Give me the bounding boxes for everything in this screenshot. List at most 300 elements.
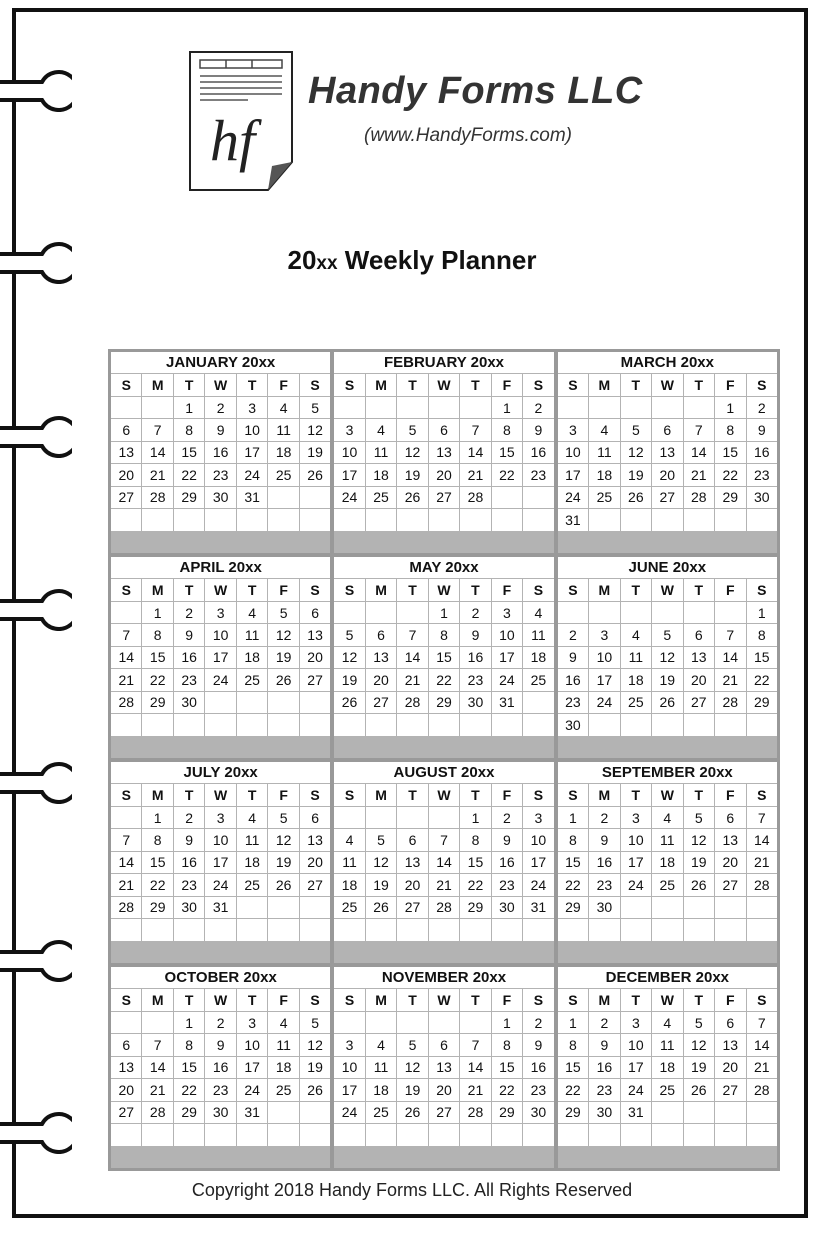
month-name: JANUARY 20xx bbox=[111, 352, 330, 373]
day-cell: 2 bbox=[747, 397, 777, 418]
day-cell: 28 bbox=[397, 692, 427, 713]
empty-day-cell bbox=[589, 509, 619, 530]
day-cell: 1 bbox=[492, 1012, 522, 1033]
day-cell: 3 bbox=[523, 807, 553, 828]
day-cell: 10 bbox=[558, 442, 588, 463]
day-cell: 24 bbox=[523, 874, 553, 895]
day-cell: 18 bbox=[652, 852, 682, 873]
day-cell: 12 bbox=[621, 442, 651, 463]
day-cell: 11 bbox=[652, 829, 682, 850]
day-cell: 2 bbox=[460, 602, 490, 623]
day-cell: 2 bbox=[589, 807, 619, 828]
page-title bbox=[0, 245, 824, 276]
day-cell: 13 bbox=[111, 442, 141, 463]
empty-day-cell bbox=[268, 919, 298, 940]
day-cell: 21 bbox=[142, 1079, 172, 1100]
empty-day-cell bbox=[174, 919, 204, 940]
day-cell: 29 bbox=[429, 692, 459, 713]
day-cell: 18 bbox=[652, 1057, 682, 1078]
day-cell: 25 bbox=[589, 487, 619, 508]
empty-day-cell bbox=[111, 509, 141, 530]
weekday-header: W bbox=[652, 989, 682, 1010]
day-cell: 18 bbox=[268, 1057, 298, 1078]
weekday-header: T bbox=[684, 579, 714, 600]
weekday-header: S bbox=[523, 374, 553, 395]
empty-day-cell bbox=[715, 714, 745, 735]
empty-day-cell bbox=[558, 1124, 588, 1145]
day-cell: 6 bbox=[429, 1034, 459, 1055]
day-cell: 15 bbox=[747, 647, 777, 668]
binder-ring-icon bbox=[0, 760, 72, 804]
day-cell: 13 bbox=[397, 852, 427, 873]
weekday-header: W bbox=[652, 784, 682, 805]
day-cell: 18 bbox=[589, 464, 619, 485]
weekday-header: T bbox=[397, 579, 427, 600]
weekday-header: S bbox=[558, 579, 588, 600]
empty-day-cell bbox=[300, 692, 330, 713]
day-cell: 3 bbox=[492, 602, 522, 623]
binder-ring-icon bbox=[0, 1110, 72, 1154]
day-cell: 13 bbox=[111, 1057, 141, 1078]
day-cell: 14 bbox=[111, 852, 141, 873]
month-calendar bbox=[558, 967, 777, 1168]
empty-day-cell bbox=[523, 509, 553, 530]
weekday-header: S bbox=[523, 989, 553, 1010]
day-cell: 3 bbox=[558, 419, 588, 440]
day-cell: 29 bbox=[747, 692, 777, 713]
empty-day-cell bbox=[237, 897, 267, 918]
day-cell: 2 bbox=[174, 807, 204, 828]
day-cell: 10 bbox=[589, 647, 619, 668]
day-cell: 17 bbox=[237, 442, 267, 463]
company-website: (www.HandyForms.com) bbox=[364, 125, 572, 146]
weekday-header: S bbox=[747, 784, 777, 805]
day-cell: 15 bbox=[174, 1057, 204, 1078]
day-cell: 17 bbox=[334, 464, 364, 485]
empty-day-cell bbox=[621, 602, 651, 623]
day-cell: 10 bbox=[237, 1034, 267, 1055]
day-cell: 1 bbox=[715, 397, 745, 418]
empty-day-cell bbox=[652, 897, 682, 918]
empty-day-cell bbox=[300, 714, 330, 735]
weekday-header: W bbox=[205, 784, 235, 805]
day-cell: 27 bbox=[397, 897, 427, 918]
day-cell: 22 bbox=[142, 874, 172, 895]
empty-day-cell bbox=[205, 714, 235, 735]
day-cell: 12 bbox=[300, 419, 330, 440]
day-cell: 2 bbox=[174, 602, 204, 623]
day-cell: 24 bbox=[558, 487, 588, 508]
empty-day-cell bbox=[652, 714, 682, 735]
weekday-header: S bbox=[558, 374, 588, 395]
day-cell: 4 bbox=[589, 419, 619, 440]
empty-day-cell bbox=[366, 714, 396, 735]
day-cell: 16 bbox=[589, 852, 619, 873]
empty-day-cell bbox=[558, 602, 588, 623]
day-cell: 24 bbox=[237, 1079, 267, 1100]
day-cell: 27 bbox=[111, 1102, 141, 1123]
day-cell: 19 bbox=[652, 669, 682, 690]
day-cell: 20 bbox=[300, 852, 330, 873]
empty-day-cell bbox=[715, 1102, 745, 1123]
day-cell: 27 bbox=[429, 487, 459, 508]
weekday-header: T bbox=[460, 579, 490, 600]
day-cell: 8 bbox=[174, 1034, 204, 1055]
day-cell: 29 bbox=[492, 1102, 522, 1123]
empty-day-cell bbox=[429, 1012, 459, 1033]
weekday-header: F bbox=[715, 784, 745, 805]
day-cell: 20 bbox=[429, 1079, 459, 1100]
weekday-header: T bbox=[621, 374, 651, 395]
day-cell: 8 bbox=[558, 1034, 588, 1055]
empty-day-cell bbox=[652, 397, 682, 418]
day-cell: 4 bbox=[237, 602, 267, 623]
weekday-header: S bbox=[747, 579, 777, 600]
weekday-header: S bbox=[111, 579, 141, 600]
day-cell: 13 bbox=[715, 1034, 745, 1055]
day-cell: 13 bbox=[684, 647, 714, 668]
day-cell: 19 bbox=[268, 852, 298, 873]
empty-day-cell bbox=[621, 509, 651, 530]
weekday-header: T bbox=[621, 579, 651, 600]
day-cell: 7 bbox=[429, 829, 459, 850]
month-calendar bbox=[558, 352, 777, 553]
day-cell: 16 bbox=[492, 852, 522, 873]
day-cell: 28 bbox=[111, 692, 141, 713]
day-cell: 3 bbox=[621, 807, 651, 828]
day-cell: 28 bbox=[460, 1102, 490, 1123]
weekday-header: M bbox=[142, 374, 172, 395]
empty-day-cell bbox=[429, 919, 459, 940]
empty-day-cell bbox=[142, 714, 172, 735]
empty-day-cell bbox=[523, 919, 553, 940]
day-cell: 15 bbox=[492, 1057, 522, 1078]
weekday-header: M bbox=[589, 579, 619, 600]
day-cell: 2 bbox=[492, 807, 522, 828]
handy-forms-logo bbox=[188, 50, 296, 192]
day-cell: 12 bbox=[397, 1057, 427, 1078]
empty-day-cell bbox=[334, 602, 364, 623]
day-cell: 12 bbox=[684, 829, 714, 850]
day-cell: 11 bbox=[237, 829, 267, 850]
day-cell: 19 bbox=[300, 442, 330, 463]
weekday-header: S bbox=[300, 374, 330, 395]
day-cell: 23 bbox=[174, 669, 204, 690]
day-cell: 27 bbox=[684, 692, 714, 713]
day-cell: 21 bbox=[111, 874, 141, 895]
day-cell: 29 bbox=[174, 1102, 204, 1123]
day-cell: 6 bbox=[300, 602, 330, 623]
day-cell: 20 bbox=[429, 464, 459, 485]
day-cell: 1 bbox=[429, 602, 459, 623]
day-cell: 28 bbox=[684, 487, 714, 508]
empty-day-cell bbox=[684, 714, 714, 735]
month-calendar bbox=[334, 352, 553, 553]
weekday-header: S bbox=[111, 989, 141, 1010]
day-cell: 23 bbox=[205, 464, 235, 485]
day-cell: 7 bbox=[747, 1012, 777, 1033]
day-cell: 17 bbox=[334, 1079, 364, 1100]
month-name: NOVEMBER 20xx bbox=[334, 967, 553, 988]
day-cell: 16 bbox=[589, 1057, 619, 1078]
weekday-header: T bbox=[237, 989, 267, 1010]
empty-day-cell bbox=[747, 509, 777, 530]
title-year: 20 bbox=[287, 245, 317, 275]
day-cell: 30 bbox=[589, 1102, 619, 1123]
day-cell: 9 bbox=[558, 647, 588, 668]
day-cell: 10 bbox=[205, 829, 235, 850]
day-cell: 26 bbox=[397, 1102, 427, 1123]
weekday-header: T bbox=[621, 989, 651, 1010]
month-name: AUGUST 20xx bbox=[334, 762, 553, 783]
day-cell: 27 bbox=[111, 487, 141, 508]
day-cell: 5 bbox=[397, 1034, 427, 1055]
empty-day-cell bbox=[268, 1102, 298, 1123]
day-cell: 9 bbox=[747, 419, 777, 440]
month-calendar bbox=[111, 352, 330, 553]
day-cell: 20 bbox=[715, 852, 745, 873]
empty-day-cell bbox=[205, 692, 235, 713]
day-cell: 13 bbox=[429, 442, 459, 463]
year-calendar-grid bbox=[108, 349, 780, 1171]
day-cell: 21 bbox=[460, 1079, 490, 1100]
day-cell: 3 bbox=[334, 419, 364, 440]
empty-day-cell bbox=[268, 1124, 298, 1145]
day-cell: 12 bbox=[684, 1034, 714, 1055]
day-cell: 13 bbox=[300, 829, 330, 850]
day-cell: 13 bbox=[366, 647, 396, 668]
weekday-header: F bbox=[268, 579, 298, 600]
day-cell: 6 bbox=[397, 829, 427, 850]
day-cell: 15 bbox=[492, 442, 522, 463]
day-cell: 28 bbox=[429, 897, 459, 918]
day-cell: 12 bbox=[268, 624, 298, 645]
day-cell: 11 bbox=[366, 1057, 396, 1078]
day-cell: 28 bbox=[747, 1079, 777, 1100]
day-cell: 19 bbox=[684, 1057, 714, 1078]
day-cell: 26 bbox=[621, 487, 651, 508]
day-cell: 1 bbox=[558, 807, 588, 828]
empty-day-cell bbox=[300, 487, 330, 508]
day-cell: 11 bbox=[652, 1034, 682, 1055]
empty-day-cell bbox=[300, 1124, 330, 1145]
day-cell: 30 bbox=[747, 487, 777, 508]
day-cell: 2 bbox=[205, 397, 235, 418]
empty-day-cell bbox=[397, 714, 427, 735]
day-cell: 15 bbox=[142, 852, 172, 873]
day-cell: 11 bbox=[334, 852, 364, 873]
day-cell: 21 bbox=[111, 669, 141, 690]
day-cell: 27 bbox=[300, 669, 330, 690]
empty-day-cell bbox=[334, 807, 364, 828]
empty-day-cell bbox=[589, 602, 619, 623]
day-cell: 8 bbox=[747, 624, 777, 645]
svg-text:hf: hf bbox=[210, 108, 256, 173]
day-cell: 6 bbox=[300, 807, 330, 828]
weekday-header: F bbox=[492, 579, 522, 600]
day-cell: 14 bbox=[397, 647, 427, 668]
day-cell: 14 bbox=[142, 1057, 172, 1078]
weekday-header: M bbox=[366, 989, 396, 1010]
day-cell: 27 bbox=[366, 692, 396, 713]
day-cell: 27 bbox=[429, 1102, 459, 1123]
weekday-header: T bbox=[460, 784, 490, 805]
day-cell: 4 bbox=[366, 1034, 396, 1055]
day-cell: 22 bbox=[715, 464, 745, 485]
day-cell: 25 bbox=[268, 464, 298, 485]
day-cell: 17 bbox=[621, 852, 651, 873]
day-cell: 17 bbox=[589, 669, 619, 690]
day-cell: 14 bbox=[111, 647, 141, 668]
day-cell: 21 bbox=[429, 874, 459, 895]
day-cell: 27 bbox=[652, 487, 682, 508]
month-name: MAY 20xx bbox=[334, 557, 553, 578]
day-cell: 18 bbox=[268, 442, 298, 463]
weekday-header: F bbox=[715, 374, 745, 395]
weekday-header: T bbox=[237, 374, 267, 395]
day-cell: 19 bbox=[300, 1057, 330, 1078]
month-calendar bbox=[558, 557, 777, 758]
day-cell: 11 bbox=[621, 647, 651, 668]
empty-day-cell bbox=[334, 1012, 364, 1033]
empty-day-cell bbox=[558, 397, 588, 418]
day-cell: 4 bbox=[237, 807, 267, 828]
day-cell: 24 bbox=[334, 1102, 364, 1123]
day-cell: 16 bbox=[523, 442, 553, 463]
day-cell: 25 bbox=[366, 487, 396, 508]
day-cell: 6 bbox=[652, 419, 682, 440]
day-cell: 23 bbox=[523, 464, 553, 485]
month-calendar bbox=[111, 967, 330, 1168]
weekday-header: T bbox=[397, 784, 427, 805]
day-cell: 3 bbox=[205, 807, 235, 828]
day-cell: 22 bbox=[747, 669, 777, 690]
empty-day-cell bbox=[111, 714, 141, 735]
empty-day-cell bbox=[715, 602, 745, 623]
empty-day-cell bbox=[715, 897, 745, 918]
day-cell: 1 bbox=[142, 807, 172, 828]
day-cell: 11 bbox=[523, 624, 553, 645]
day-cell: 29 bbox=[142, 897, 172, 918]
day-cell: 22 bbox=[174, 1079, 204, 1100]
empty-day-cell bbox=[523, 692, 553, 713]
day-cell: 1 bbox=[747, 602, 777, 623]
day-cell: 1 bbox=[558, 1012, 588, 1033]
day-cell: 17 bbox=[523, 852, 553, 873]
empty-day-cell bbox=[205, 509, 235, 530]
day-cell: 22 bbox=[429, 669, 459, 690]
day-cell: 15 bbox=[715, 442, 745, 463]
day-cell: 12 bbox=[366, 852, 396, 873]
weekday-header: M bbox=[366, 784, 396, 805]
empty-day-cell bbox=[460, 714, 490, 735]
empty-day-cell bbox=[589, 1124, 619, 1145]
empty-day-cell bbox=[715, 1124, 745, 1145]
empty-day-cell bbox=[492, 1124, 522, 1145]
day-cell: 6 bbox=[111, 419, 141, 440]
binder-ring-icon bbox=[0, 587, 72, 631]
weekday-header: T bbox=[460, 989, 490, 1010]
day-cell: 8 bbox=[492, 419, 522, 440]
day-cell: 30 bbox=[589, 897, 619, 918]
weekday-header: M bbox=[142, 784, 172, 805]
day-cell: 18 bbox=[366, 1079, 396, 1100]
empty-day-cell bbox=[366, 807, 396, 828]
empty-day-cell bbox=[205, 919, 235, 940]
empty-day-cell bbox=[300, 897, 330, 918]
day-cell: 10 bbox=[334, 442, 364, 463]
day-cell: 24 bbox=[205, 669, 235, 690]
day-cell: 28 bbox=[747, 874, 777, 895]
day-cell: 20 bbox=[684, 669, 714, 690]
day-cell: 5 bbox=[268, 602, 298, 623]
day-cell: 25 bbox=[523, 669, 553, 690]
weekday-header: M bbox=[589, 374, 619, 395]
weekday-header: T bbox=[237, 784, 267, 805]
empty-day-cell bbox=[237, 919, 267, 940]
day-cell: 25 bbox=[237, 669, 267, 690]
day-cell: 31 bbox=[237, 1102, 267, 1123]
day-cell: 3 bbox=[621, 1012, 651, 1033]
day-cell: 23 bbox=[174, 874, 204, 895]
empty-day-cell bbox=[429, 807, 459, 828]
weekday-header: F bbox=[268, 374, 298, 395]
weekday-header: T bbox=[174, 989, 204, 1010]
day-cell: 6 bbox=[111, 1034, 141, 1055]
day-cell: 22 bbox=[492, 464, 522, 485]
weekday-header: S bbox=[558, 784, 588, 805]
day-cell: 24 bbox=[237, 464, 267, 485]
day-cell: 4 bbox=[652, 1012, 682, 1033]
day-cell: 20 bbox=[111, 1079, 141, 1100]
weekday-header: S bbox=[300, 579, 330, 600]
day-cell: 26 bbox=[366, 897, 396, 918]
weekday-header: S bbox=[334, 374, 364, 395]
weekday-header: W bbox=[429, 784, 459, 805]
empty-day-cell bbox=[142, 1124, 172, 1145]
weekday-header: T bbox=[174, 784, 204, 805]
day-cell: 9 bbox=[174, 829, 204, 850]
weekday-header: S bbox=[300, 784, 330, 805]
weekday-header: T bbox=[460, 374, 490, 395]
day-cell: 5 bbox=[366, 829, 396, 850]
empty-day-cell bbox=[111, 602, 141, 623]
month-calendar bbox=[111, 762, 330, 963]
empty-day-cell bbox=[652, 1102, 682, 1123]
empty-day-cell bbox=[111, 1012, 141, 1033]
day-cell: 19 bbox=[621, 464, 651, 485]
day-cell: 16 bbox=[523, 1057, 553, 1078]
empty-day-cell bbox=[300, 919, 330, 940]
day-cell: 10 bbox=[205, 624, 235, 645]
day-cell: 7 bbox=[460, 1034, 490, 1055]
day-cell: 22 bbox=[558, 1079, 588, 1100]
weekday-header: F bbox=[715, 989, 745, 1010]
day-cell: 14 bbox=[684, 442, 714, 463]
day-cell: 23 bbox=[492, 874, 522, 895]
empty-day-cell bbox=[684, 1124, 714, 1145]
day-cell: 28 bbox=[142, 1102, 172, 1123]
day-cell: 26 bbox=[684, 1079, 714, 1100]
day-cell: 7 bbox=[142, 1034, 172, 1055]
day-cell: 20 bbox=[111, 464, 141, 485]
weekday-header: M bbox=[366, 374, 396, 395]
day-cell: 27 bbox=[715, 1079, 745, 1100]
day-cell: 18 bbox=[237, 852, 267, 873]
day-cell: 11 bbox=[366, 442, 396, 463]
day-cell: 2 bbox=[523, 397, 553, 418]
day-cell: 5 bbox=[334, 624, 364, 645]
